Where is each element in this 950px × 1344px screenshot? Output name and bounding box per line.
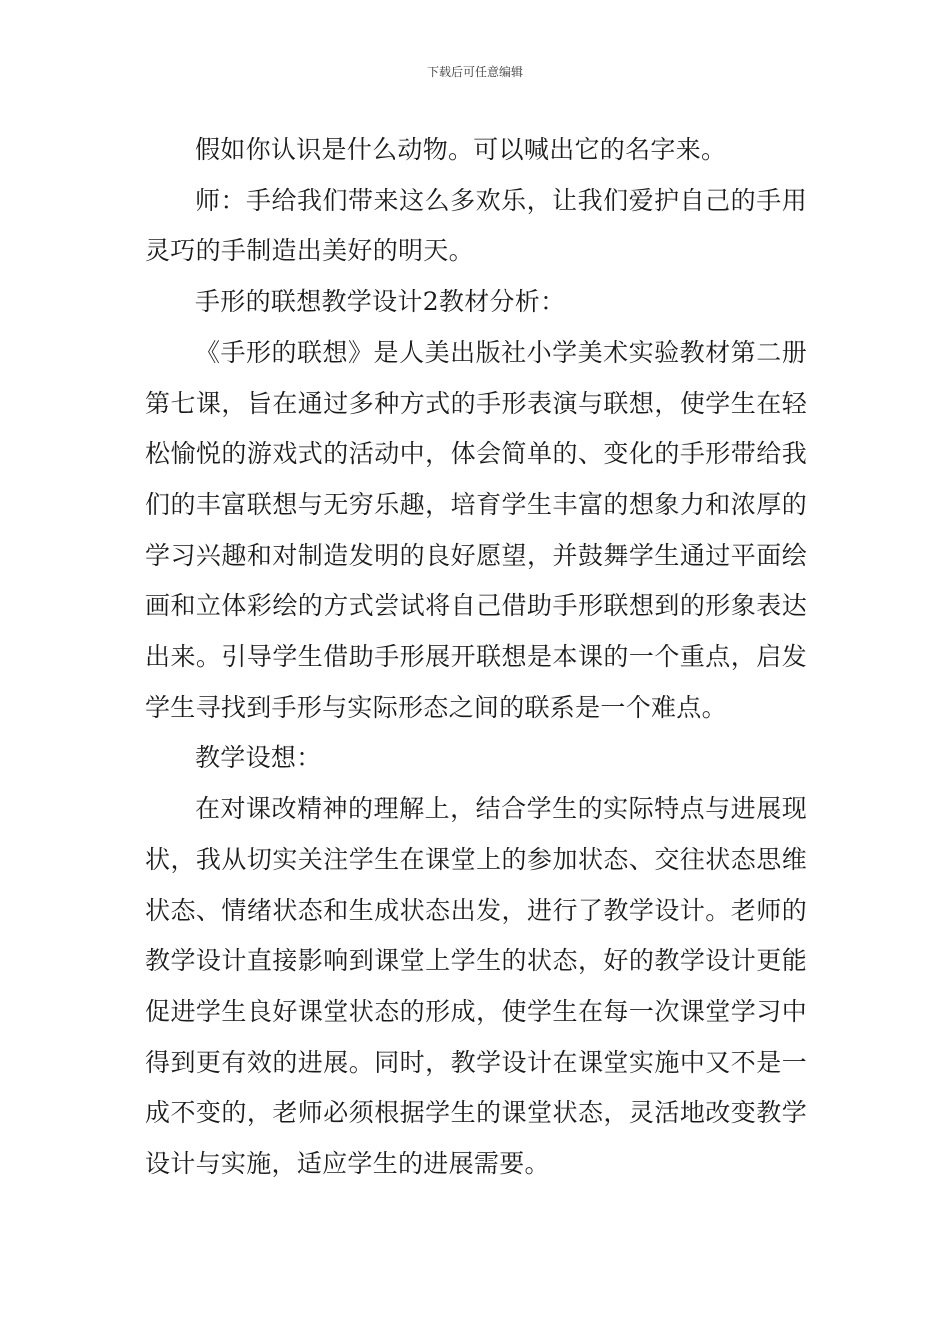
- paragraph-2: 师：手给我们带来这么多欢乐，让我们爱护自己的手用灵巧的手制造出美好的明天。: [145, 185, 807, 266]
- paragraph-3-section-heading: 手形的联想教学设计2教材分析：: [195, 287, 566, 317]
- paragraph-5-section-heading: 教学设想：: [195, 743, 322, 773]
- paragraph-1: 假如你认识是什么动物。可以喊出它的名字来。: [195, 135, 727, 164]
- document-body: [145, 125, 807, 1190]
- paragraph-4-textbook-analysis: 《手形的联想》是人美出版社小学美术实验教材第二册第七课，旨在通过多种方式的手形表演与联想，使学生在轻松愉悦的游戏式的活动中，体会简单的、变化的手形带给我们的丰富联想与无穷乐趣，培育学生丰富的想象力和浓厚的学习兴趣和对制造发明的良好愿望，并鼓舞学生通过平面绘画和立体彩绘的方式尝试将自己借助手形联想到的形象表达出来。引导学生借助手形展开联想是本课的一个重点，启发学生寻找到手形与实际形态之间的联系是一个难点。: [145, 337, 807, 722]
- paragraph-6-teaching-idea: 在对课改精神的理解上，结合学生的实际特点与进展现状，我从切实关注学生在课堂上的参加状态、交往状态思维状态、情绪状态和生成状态出发，进行了教学设计。老师的教学设计直接影响到课堂上学生的状态，好的教学设计更能促进学生良好课堂状态的形成，使学生在每一次课堂学习中得到更有效的进展。同时，教学设计在课堂实施中又不是一成不变的，老师必须根据学生的课堂状态，灵活地改变教学设计与实施，适应学生的进展需要。: [145, 794, 807, 1179]
- page-header: 下载后可任意编辑: [426, 65, 523, 79]
